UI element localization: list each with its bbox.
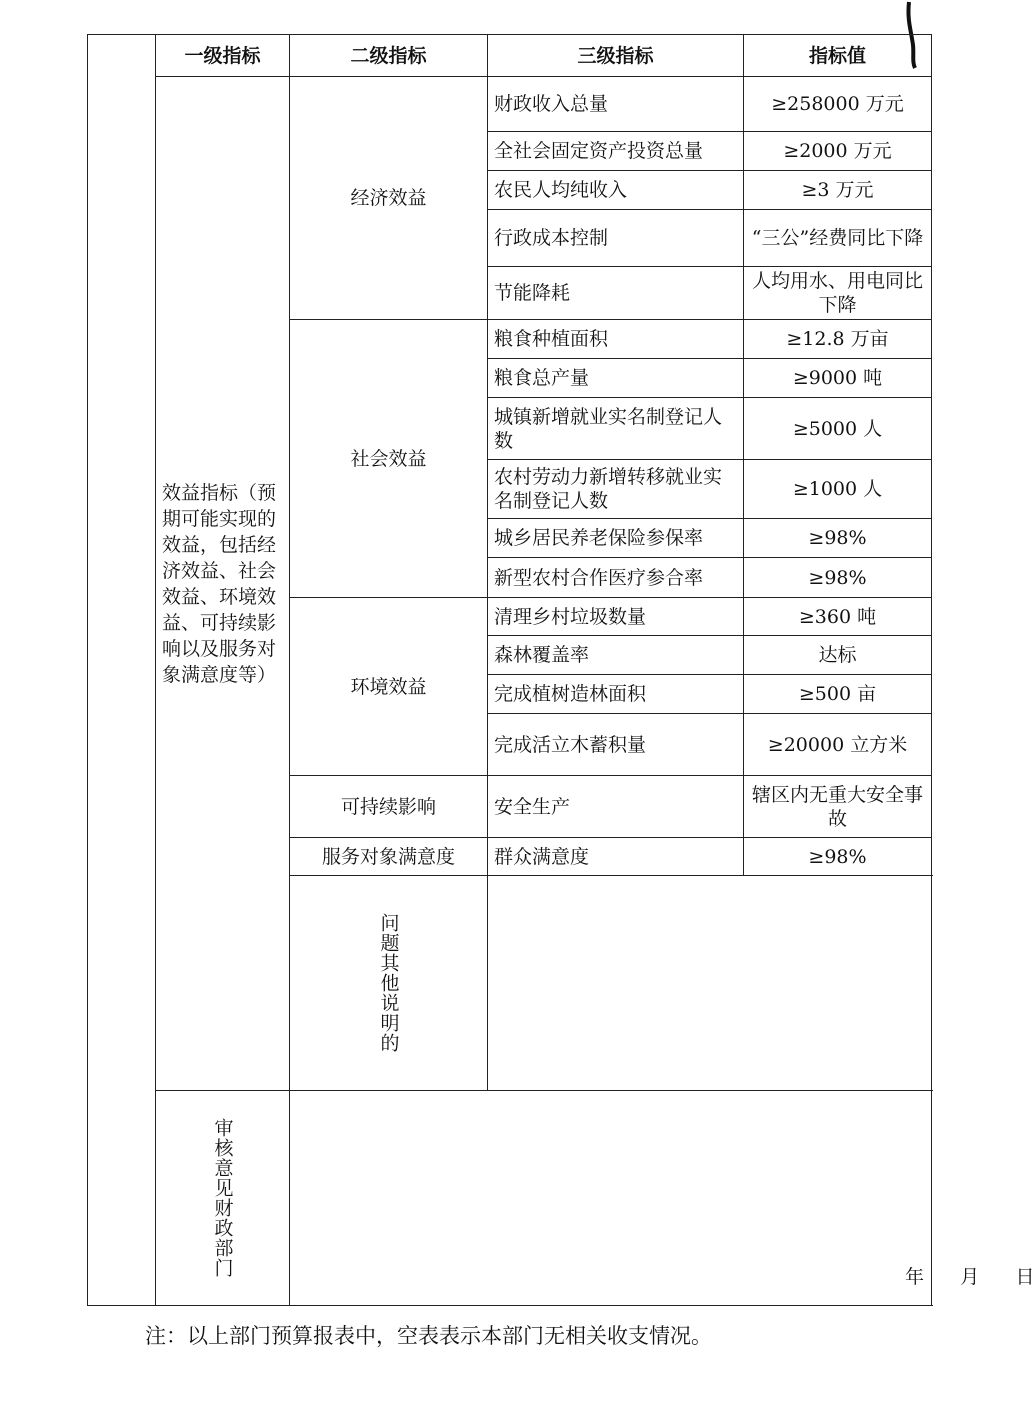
footnote: 注：以上部门预算报表中，空表表示本部门无相关收支情况。 [145, 1324, 712, 1348]
header-level1: 一级指标 [156, 35, 290, 77]
header-level2: 二级指标 [290, 35, 488, 77]
review-label: 审核意见财政部门 [211, 1118, 234, 1278]
value-cell: ≥98% [744, 838, 932, 876]
performance-indicator-table [87, 34, 1034, 1306]
review-content [290, 1091, 1034, 1306]
value-cell: ≥98% [744, 558, 932, 598]
level2-satisfaction: 服务对象满意度 [290, 838, 488, 876]
indicator-cell: 安全生产 [488, 776, 744, 838]
indicator-cell: 群众满意度 [488, 838, 744, 876]
indicator-cell: 全社会固定资产投资总量 [488, 132, 744, 171]
indicator-cell: 粮食种植面积 [488, 320, 744, 359]
indicator-cell: 新型农村合作医疗参合率 [488, 558, 744, 598]
value-cell: ≥12.8 万亩 [744, 320, 932, 359]
value-cell: ≥9000 吨 [744, 359, 932, 398]
other-notes-label-cell [290, 876, 488, 1091]
level2-environment: 环境效益 [290, 598, 488, 776]
indicator-cell: 农民人均纯收入 [488, 171, 744, 210]
review-label-cell [156, 1091, 290, 1306]
level2-sustainable: 可持续影响 [290, 776, 488, 838]
value-cell: ≥3 万元 [744, 171, 932, 210]
date-line: 年 月 日 [905, 1266, 1034, 1288]
value-cell: ≥500 亩 [744, 675, 932, 714]
indicator-cell: 清理乡村垃圾数量 [488, 598, 744, 636]
value-cell: ≥360 吨 [744, 598, 932, 636]
indicator-cell: 粮食总产量 [488, 359, 744, 398]
level2-economic: 经济效益 [290, 77, 488, 320]
value-cell: 达标 [744, 636, 932, 675]
value-cell: ≥258000 万元 [744, 77, 932, 132]
header-level3: 三级指标 [488, 35, 744, 77]
indicator-cell: 农村劳动力新增转移就业实名制登记人数 [488, 460, 744, 519]
indicator-cell: 行政成本控制 [488, 210, 744, 267]
value-cell: “三公”经费同比下降 [744, 210, 932, 267]
value-cell: ≥20000 立方米 [744, 714, 932, 776]
other-notes-content [488, 876, 932, 1091]
indicator-cell: 城乡居民养老保险参保率 [488, 519, 744, 558]
indicator-cell: 财政收入总量 [488, 77, 744, 132]
level2-social: 社会效益 [290, 320, 488, 598]
indicator-cell: 节能降耗 [488, 267, 744, 320]
value-cell: 辖区内无重大安全事故 [744, 776, 932, 838]
value-cell: ≥2000 万元 [744, 132, 932, 171]
other-notes-label: 问题其他说明的 [377, 913, 400, 1053]
indicator-cell: 完成活立木蓄积量 [488, 714, 744, 776]
value-cell: ≥98% [744, 519, 932, 558]
value-cell: 人均用水、用电同比下降 [744, 267, 932, 320]
header-value: 指标值 [744, 35, 932, 77]
indicator-cell: 森林覆盖率 [488, 636, 744, 675]
value-cell: ≥1000 人 [744, 460, 932, 519]
value-cell: ≥5000 人 [744, 398, 932, 460]
level1-benefit-label: 效益指标（预期可能实现的效益，包括经济效益、社会效益、环境效益、可持续影响以及服务对象满意度等） [156, 77, 290, 1091]
indicator-cell: 城镇新增就业实名制登记人数 [488, 398, 744, 460]
indicator-cell: 完成植树造林面积 [488, 675, 744, 714]
